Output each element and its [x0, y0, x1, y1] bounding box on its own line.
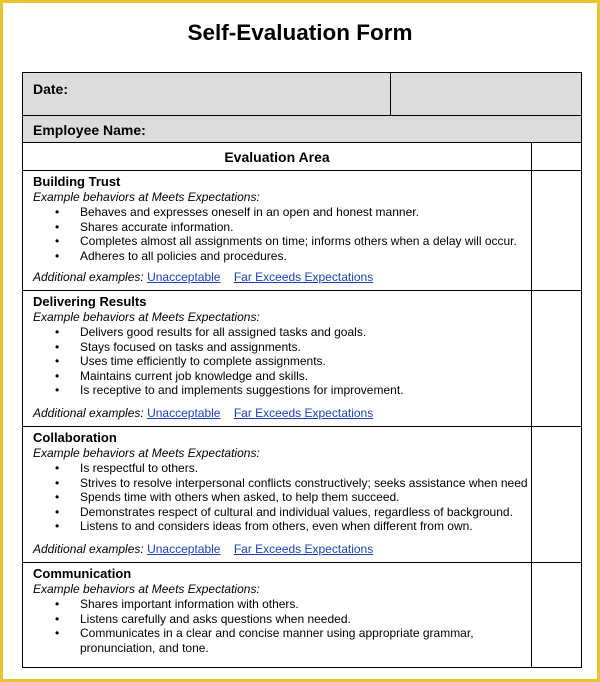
- section-subtitle: Example behaviors at Meets Expectations:: [33, 446, 260, 460]
- section-title: Collaboration: [33, 430, 117, 445]
- behavior-item: • Completes almost all assignments on time; informs others when a delay will occur.: [33, 234, 529, 249]
- section-subtitle: Example behaviors at Meets Expectations:: [33, 582, 260, 596]
- date-label: Date:: [33, 81, 69, 97]
- section-title: Communication: [33, 566, 132, 581]
- behavior-item: • Stays focused on tasks and assignments.: [33, 340, 529, 355]
- unacceptable-link[interactable]: Unacceptable: [147, 406, 221, 420]
- rating-column-divider: [531, 171, 532, 290]
- evaluation-area-header-row: [23, 143, 581, 171]
- rating-column-divider: [531, 563, 532, 667]
- additional-examples-label: Additional examples:: [33, 542, 144, 556]
- section-building-trust: [23, 171, 581, 291]
- section-subtitle: Example behaviors at Meets Expectations:: [33, 310, 260, 324]
- behavior-item: • Delivers good results for all assigned tasks and goals.: [33, 325, 529, 340]
- additional-examples: [33, 542, 373, 556]
- behavior-item: • Communicates in a clear and concise manner using appropriate grammar,: [33, 626, 529, 641]
- far-exceeds-link[interactable]: Far Exceeds Expectations: [233, 542, 374, 556]
- evaluation-area-heading: Evaluation Area: [224, 149, 330, 165]
- behavior-list: [33, 597, 529, 655]
- employee-name-row: [23, 116, 581, 143]
- behavior-item: • Listens to and considers ideas from others, even when different from own.: [33, 519, 529, 534]
- additional-examples-label: Additional examples:: [33, 270, 144, 284]
- section-title: Building Trust: [33, 174, 121, 189]
- unacceptable-link[interactable]: Unacceptable: [147, 542, 221, 556]
- behavior-item: • Listens carefully and asks questions when needed.: [33, 612, 529, 627]
- behavior-item: • Uses time efficiently to complete assignments.: [33, 354, 529, 369]
- section-delivering-results: [23, 291, 581, 427]
- unacceptable-link[interactable]: Unacceptable: [147, 270, 221, 284]
- additional-examples-label: Additional examples:: [33, 406, 144, 420]
- behavior-list: [33, 325, 529, 398]
- behavior-continuation: pronunciation, and tone.: [80, 640, 209, 655]
- additional-examples: [33, 406, 373, 420]
- behavior-item: • Shares important information with others.: [33, 597, 529, 612]
- rating-column-divider: [531, 291, 532, 426]
- section-subtitle: Example behaviors at Meets Expectations:: [33, 190, 260, 204]
- section-collaboration: [23, 427, 581, 563]
- additional-examples: [33, 270, 373, 284]
- behavior-item: • Shares accurate information.: [33, 220, 529, 235]
- behavior-item: • Behaves and expresses oneself in an open and honest manner.: [33, 205, 529, 220]
- behavior-item: • Maintains current job knowledge and skills.: [33, 369, 529, 384]
- section-title: Delivering Results: [33, 294, 147, 309]
- employee-name-label: Employee Name:: [33, 122, 146, 138]
- behavior-item: • Strives to resolve interpersonal conflicts constructively; seeks assistance when need: [33, 476, 529, 491]
- section-communication: [23, 563, 581, 668]
- behavior-item: • Is receptive to and implements suggestions for improvement.: [33, 383, 529, 398]
- behavior-list: [33, 461, 529, 534]
- behavior-item: • Is respectful to others.: [33, 461, 529, 476]
- far-exceeds-link[interactable]: Far Exceeds Expectations: [233, 270, 374, 284]
- date-divider: [390, 73, 391, 115]
- far-exceeds-link[interactable]: Far Exceeds Expectations: [233, 406, 374, 420]
- behavior-list: [33, 205, 529, 263]
- behavior-item: • Adheres to all policies and procedures.: [33, 249, 529, 264]
- rating-column-divider: [531, 427, 532, 562]
- evaluation-form-table: [22, 72, 582, 668]
- form-title: Self-Evaluation Form: [187, 20, 413, 45]
- document-page: [3, 3, 597, 679]
- behavior-item: • Spends time with others when asked, to help them succeed.: [33, 490, 529, 505]
- date-row: [23, 73, 581, 116]
- behavior-item: • Demonstrates respect of cultural and individual values, regardless of background.: [33, 505, 529, 520]
- rating-column-divider: [531, 143, 532, 170]
